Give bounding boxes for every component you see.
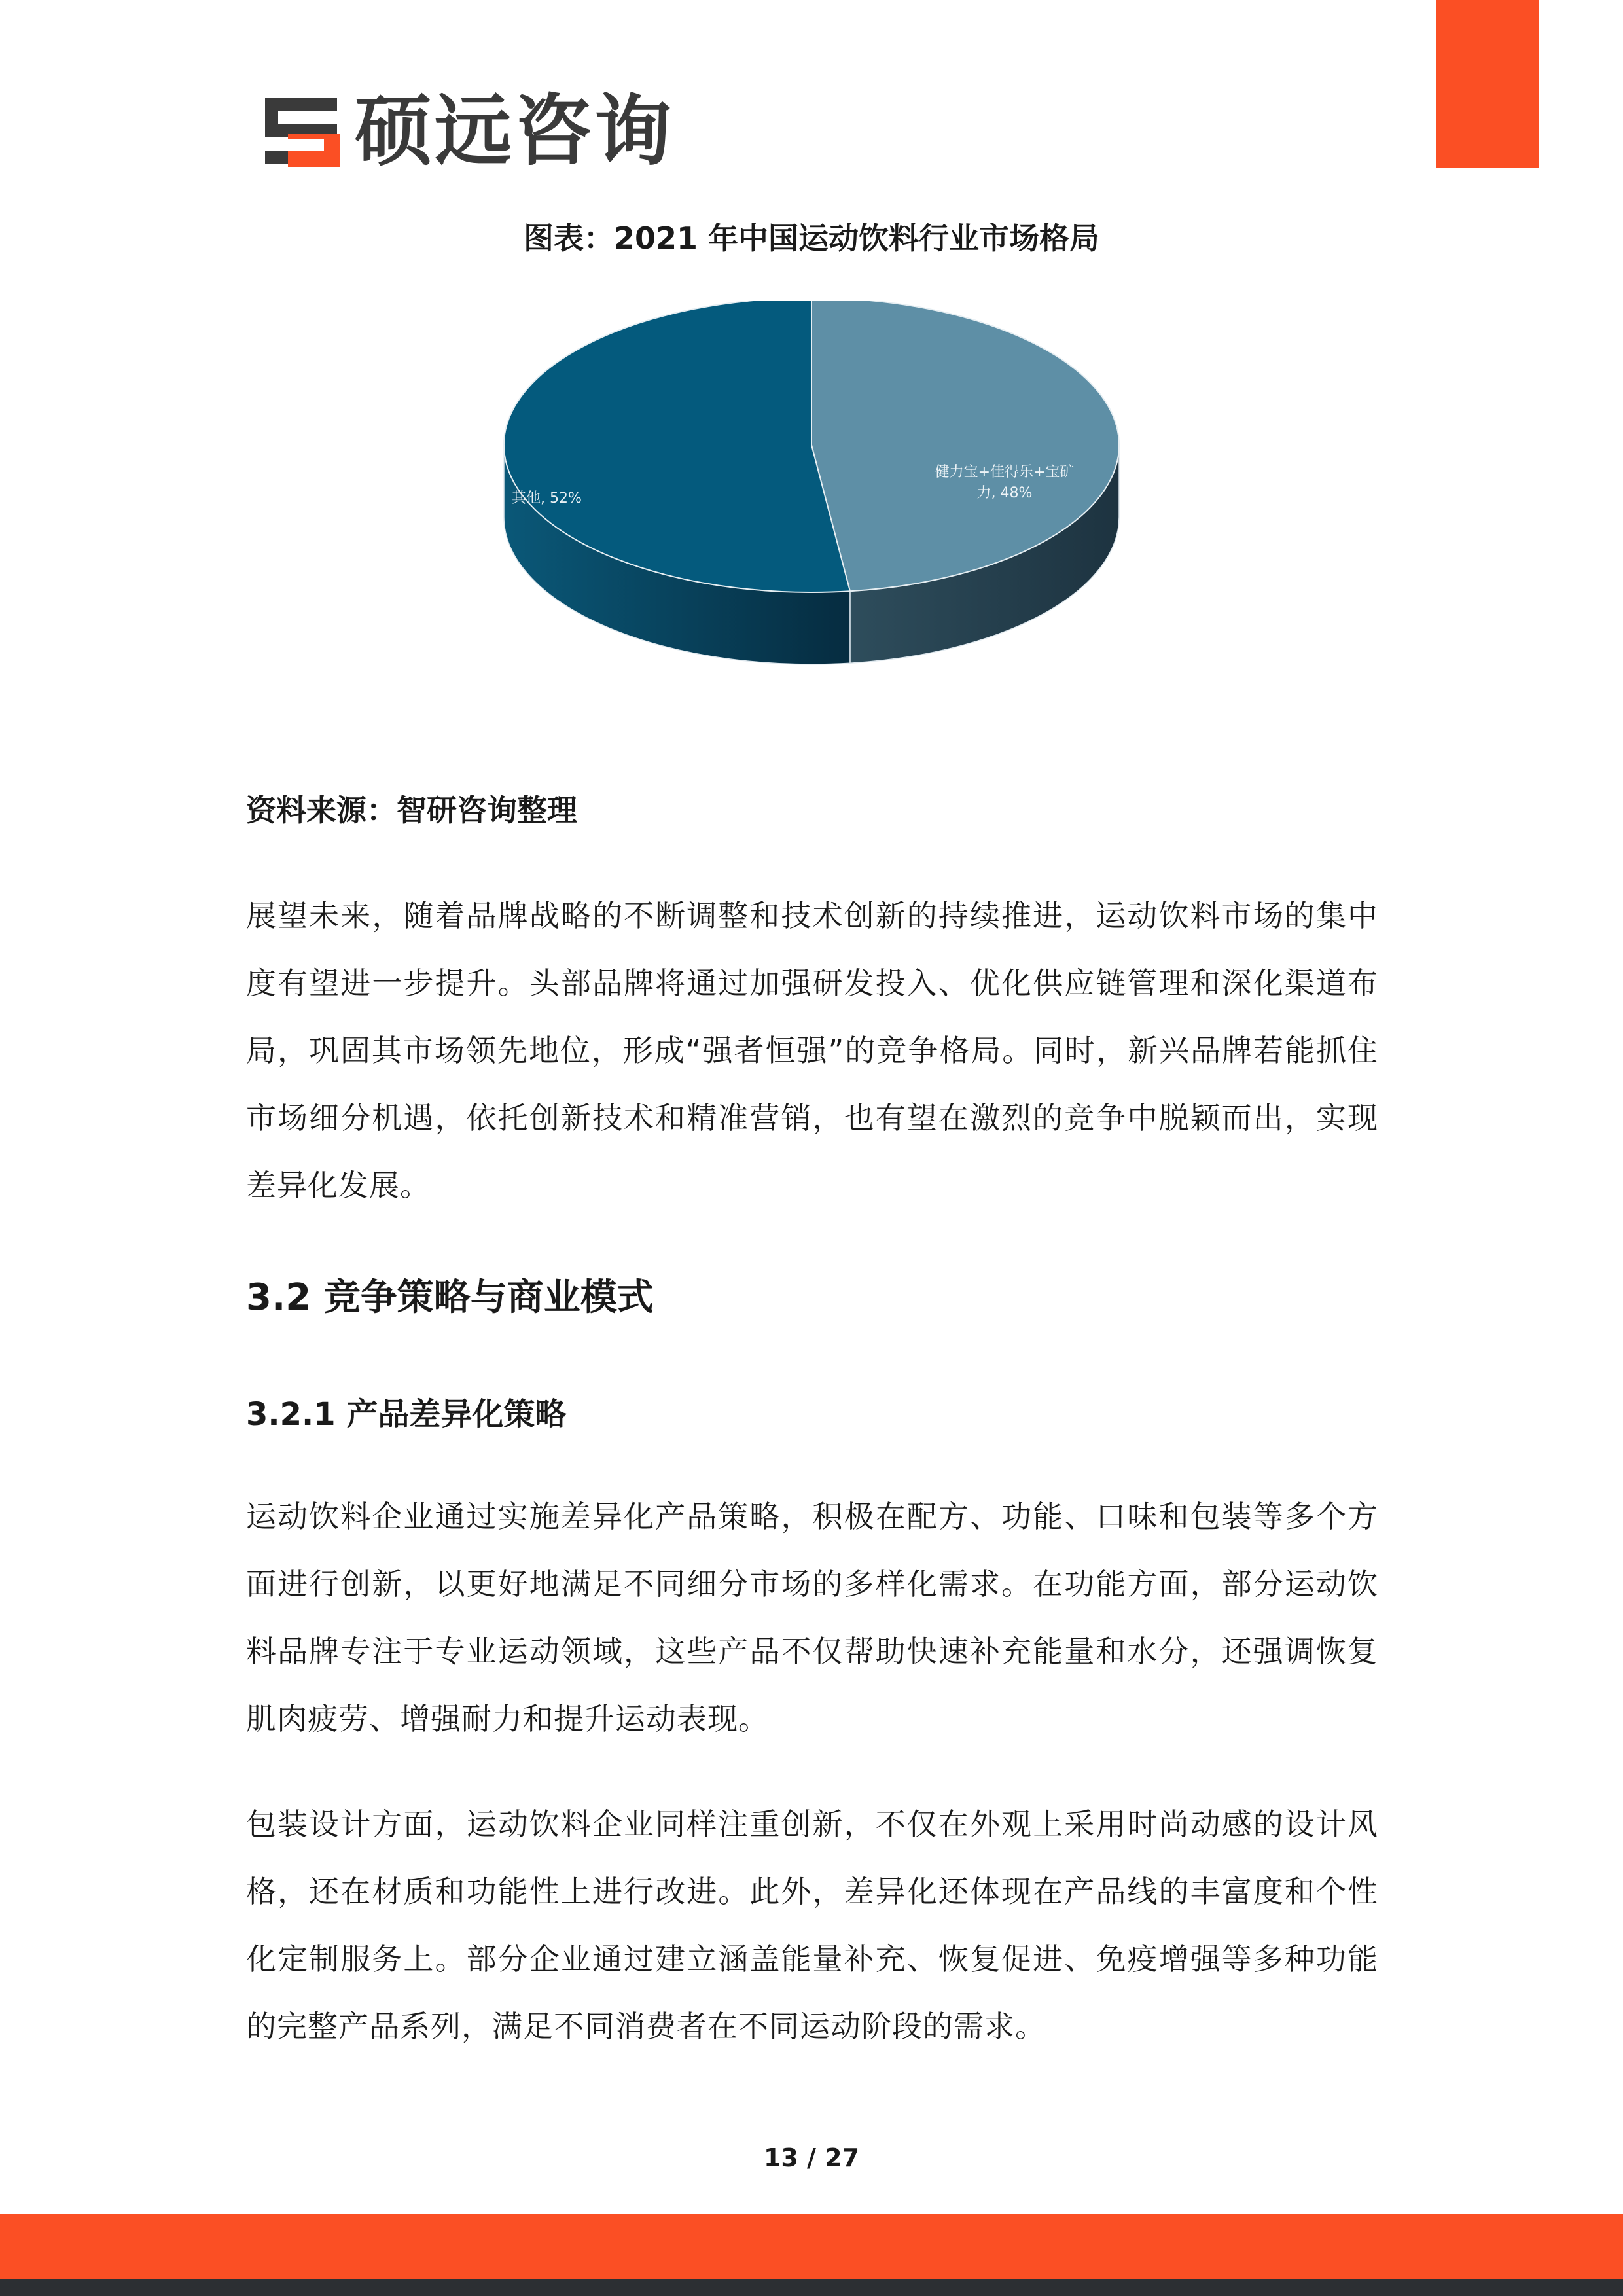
- subsection-heading: 3.2.1 产品差异化策略: [246, 1396, 567, 1433]
- section-heading: 3.2 竞争策略与商业模式: [246, 1276, 654, 1319]
- paragraph-strategy: 运动饮料企业通过实施差异化产品策略，积极在配方、功能、口味和包装等多个方面进行创新，以更好地满足不同细分市场的多样化需求。在功能方面，部分运动饮料品牌专注于专业运动领域，这些产品不仅帮助快速补充能量和水分，还强调恢复肌肉疲劳、增强耐力和提升运动表现。: [246, 1499, 1378, 1736]
- brand-s-mark-icon: [262, 95, 340, 167]
- figure-source: 资料来源：智研咨询整理: [246, 793, 577, 828]
- pie-label-brands-line2: 力, 48%: [976, 485, 1033, 501]
- page-number: 13 / 27: [763, 2144, 860, 2172]
- brand-logo: [262, 86, 675, 176]
- footer-accent-bar: [0, 2214, 1623, 2279]
- pie-label-brands-line1: 健力宝+佳得乐+宝矿: [935, 464, 1075, 480]
- footer-dark-strip: [0, 2279, 1623, 2296]
- brand-name: 硕远咨询: [355, 86, 675, 176]
- pie-label-other: 其他, 52%: [512, 490, 582, 507]
- paragraph-outlook: 展望未来，随着品牌战略的不断调整和技术创新的持续推进，运动饮料市场的集中度有望进一步提升。头部品牌将通过加强研发投入、优化供应链管理和深化渠道布局，巩固其市场领先地位，形成“强者恒强”的竞争格局。同时，新兴品牌若能抓住市场细分机遇，依托创新技术和精准营销，也有望在激烈的竞争中脱颖而出，实现差异化发展。: [246, 898, 1378, 1203]
- paragraph-packaging: 包装设计方面，运动饮料企业同样注重创新，不仅在外观上采用时尚动感的设计风格，还在材质和功能性上进行改进。此外，差异化还体现在产品线的丰富度和个性化定制服务上。部分企业通过建立涵盖能量补充、恢复促进、免疫增强等多种功能的完整产品系列，满足不同消费者在不同运动阶段的需求。: [246, 1806, 1378, 2044]
- pie-chart: [471, 301, 1152, 746]
- corner-accent-tab: [1436, 0, 1539, 168]
- figure-title: 图表：2021 年中国运动饮料行业市场格局: [523, 221, 1100, 256]
